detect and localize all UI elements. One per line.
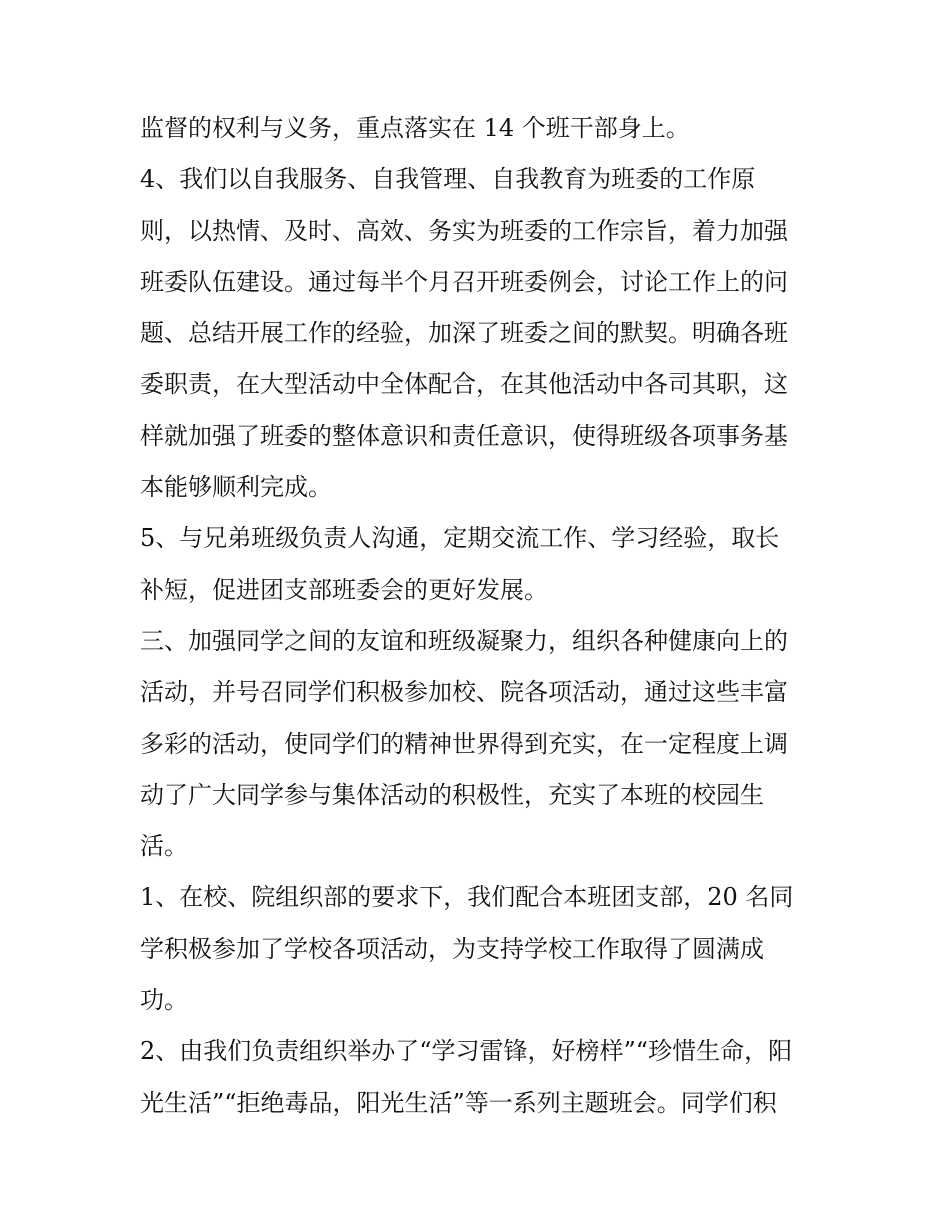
text-line: 三、加强同学之间的友谊和班级凝聚力，组织各种健康向上的 <box>140 626 788 655</box>
text-line: 光生活”“拒绝毒品，阳光生活”等一系列主题班会。同学们积 <box>140 1088 777 1117</box>
text-line: 则，以热情、及时、高效、务实为班委的工作宗旨，着力加强 <box>140 216 788 245</box>
text-line: 1、在校、院组织部的要求下，我们配合本班团支部，20 名同 <box>140 883 794 912</box>
text-line: 4、我们以自我服务、自我管理、自我教育为班委的工作原 <box>140 165 756 194</box>
text-line: 题、总结开展工作的经验，加深了班委之间的默契。明确各班 <box>140 319 788 348</box>
text-line: 监督的权利与义务，重点落实在 14 个班干部身上。 <box>140 114 690 142</box>
text-line: 功。 <box>140 986 188 1015</box>
text-line: 学积极参加了学校各项活动，为支持学校工作取得了圆满成 <box>140 934 764 963</box>
text-line: 补短，促进团支部班委会的更好发展。 <box>140 575 548 604</box>
text-line: 动了广大同学参与集体活动的积极性，充实了本班的校园生 <box>140 780 764 809</box>
document-body <box>140 103 820 1129</box>
text-line: 样就加强了班委的整体意识和责任意识，使得班级各项事务基 <box>140 421 788 450</box>
text-line: 活。 <box>140 832 188 861</box>
text-line: 委职责，在大型活动中全体配合，在其他活动中各司其职，这 <box>140 370 788 399</box>
text-line: 5、与兄弟班级负责人沟通，定期交流工作、学习经验，取长 <box>140 524 780 553</box>
text-line: 活动，并号召同学们积极参加校、院各项活动，通过这些丰富 <box>140 678 788 707</box>
text-line: 多彩的活动，使同学们的精神世界得到充实，在一定程度上调 <box>140 729 788 758</box>
text-line: 2、由我们负责组织举办了“学习雷锋，好榜样”“珍惜生命，阳 <box>140 1037 793 1066</box>
text-line: 班委队伍建设。通过每半个月召开班委例会，讨论工作上的问 <box>140 267 788 296</box>
text-line: 本能够顺利完成。 <box>140 473 332 502</box>
